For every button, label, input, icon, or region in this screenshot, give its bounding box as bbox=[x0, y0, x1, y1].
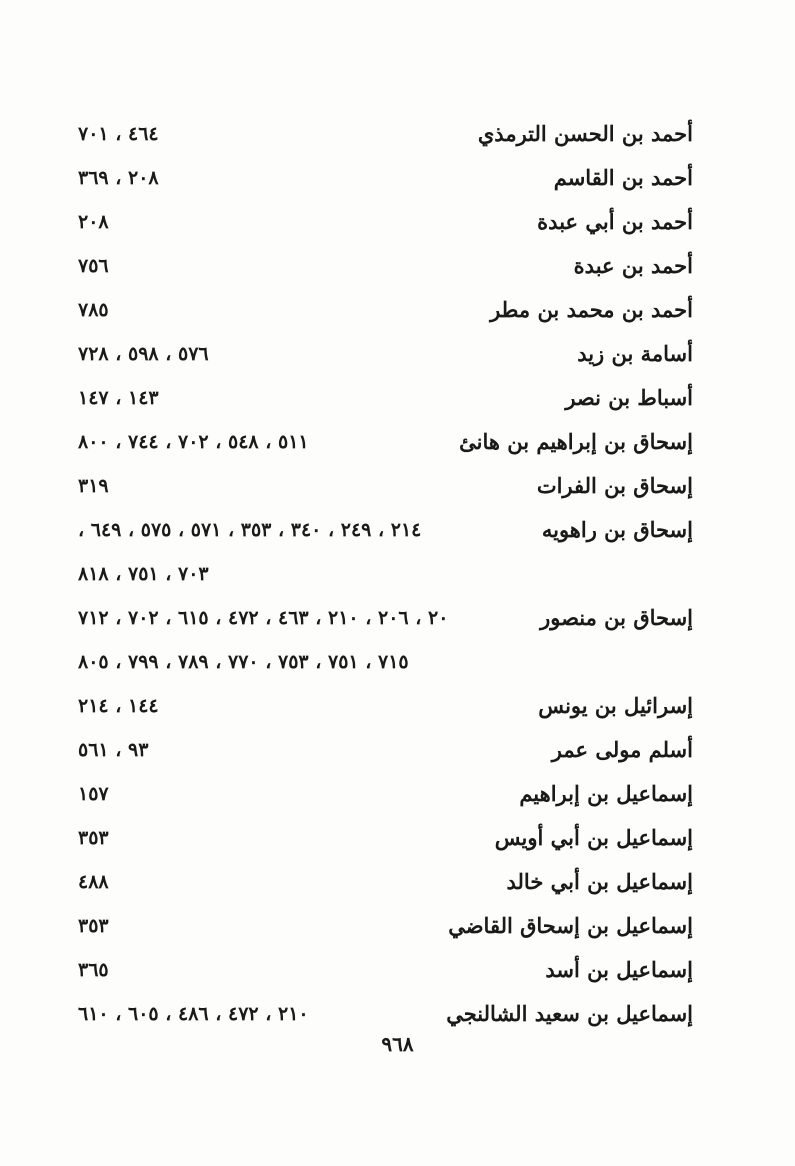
entry-pages: ٣٥٣ bbox=[78, 827, 109, 849]
entry-name: إسحاق بن منصور bbox=[540, 605, 693, 630]
entry-name: إسماعيل بن أبي خالد bbox=[506, 869, 693, 894]
index-entry bbox=[78, 860, 693, 904]
index-entry bbox=[78, 904, 693, 948]
index-entry bbox=[78, 156, 693, 200]
entry-name: أسباط بن نصر bbox=[565, 385, 693, 410]
entry-pages: ٧٨٥ bbox=[78, 299, 109, 321]
entry-name: أحمد بن الحسن الترمذي bbox=[477, 121, 693, 146]
entry-pages: ١٥٧ bbox=[78, 783, 109, 805]
entry-pages: ٧١٥ ، ٧٥١ ، ٧٥٣ ، ٧٧٠ ، ٧٨٩ ، ٧٩٩ ، ٨٠٥ bbox=[78, 651, 409, 673]
index-entry bbox=[78, 596, 693, 640]
index-entry bbox=[78, 112, 693, 156]
index-entry bbox=[78, 772, 693, 816]
entry-name: أسامة بن زيد bbox=[577, 341, 693, 366]
entry-pages: ٢٠ ، ٢٠٦ ، ٢١٠ ، ٤٦٣ ، ٤٧٢ ، ٦١٥ ، ٧٠٢ ، ٧١٢ bbox=[78, 607, 449, 629]
entry-name: أسلم مولى عمر bbox=[551, 737, 693, 762]
entry-name: أحمد بن محمد بن مطر bbox=[490, 297, 693, 322]
index-entry bbox=[78, 420, 693, 464]
entry-pages: ٤٦٤ ، ٧٠١ bbox=[78, 123, 159, 145]
entry-name: إسحاق بن الفرات bbox=[536, 473, 693, 498]
index-entry bbox=[78, 684, 693, 728]
entry-pages: ٣٦٥ bbox=[78, 959, 109, 981]
index-entry-continuation bbox=[78, 640, 693, 684]
entry-pages: ٥٧٦ ، ٥٩٨ ، ٧٢٨ bbox=[78, 343, 209, 365]
entry-name: إسماعيل بن إسحاق القاضي bbox=[448, 913, 693, 938]
entry-pages: ٢٠٨ bbox=[78, 211, 109, 233]
index-entry bbox=[78, 948, 693, 992]
entry-pages: ٢١٤ ، ٢٤٩ ، ٣٤٠ ، ٣٥٣ ، ٥٧١ ، ٥٧٥ ، ٦٤٩ ، bbox=[78, 519, 422, 541]
name-index-list bbox=[78, 112, 693, 1036]
index-entry bbox=[78, 464, 693, 508]
entry-pages: ٩٣ ، ٥٦١ bbox=[78, 739, 149, 761]
entry-name: إسماعيل بن إبراهيم bbox=[519, 781, 693, 806]
entry-name: أحمد بن القاسم bbox=[553, 165, 693, 190]
index-entry bbox=[78, 816, 693, 860]
entry-name: أحمد بن عبدة bbox=[573, 253, 693, 278]
index-entry bbox=[78, 992, 693, 1036]
entry-pages: ٣١٩ bbox=[78, 475, 109, 497]
index-entry bbox=[78, 200, 693, 244]
entry-name: إسماعيل بن أبي أويس bbox=[494, 825, 693, 850]
index-entry bbox=[78, 244, 693, 288]
entry-pages: ٣٥٣ bbox=[78, 915, 109, 937]
entry-name: إسحاق بن إبراهيم بن هانئ bbox=[459, 429, 693, 454]
index-entry bbox=[78, 376, 693, 420]
entry-name: إسماعيل بن سعيد الشالنجي bbox=[446, 1001, 693, 1026]
entry-pages: ٧٠٣ ، ٧٥١ ، ٨١٨ bbox=[78, 563, 209, 585]
entry-pages: ٧٥٦ bbox=[78, 255, 109, 277]
entry-pages: ٤٨٨ bbox=[78, 871, 109, 893]
entry-pages: ١٤٣ ، ١٤٧ bbox=[78, 387, 159, 409]
entry-pages: ٥١١ ، ٥٤٨ ، ٧٠٢ ، ٧٤٤ ، ٨٠٠ bbox=[78, 431, 309, 453]
index-entry bbox=[78, 508, 693, 552]
entry-pages: ٢٠٨ ، ٣٦٩ bbox=[78, 167, 159, 189]
page-number: ٩٦٨ bbox=[381, 1032, 414, 1056]
index-entry bbox=[78, 288, 693, 332]
entry-pages: ٢١٠ ، ٤٧٢ ، ٤٨٦ ، ٦٠٥ ، ٦١٠ bbox=[78, 1003, 309, 1025]
index-entry-continuation bbox=[78, 552, 693, 596]
index-entry bbox=[78, 332, 693, 376]
entry-pages: ١٤٤ ، ٢١٤ bbox=[78, 695, 159, 717]
entry-name: إسحاق بن راهويه bbox=[541, 517, 693, 542]
index-entry bbox=[78, 728, 693, 772]
entry-name: أحمد بن أبي عبدة bbox=[537, 209, 693, 234]
entry-name: إسماعيل بن أسد bbox=[545, 957, 693, 982]
entry-name: إسرائيل بن يونس bbox=[538, 693, 693, 718]
